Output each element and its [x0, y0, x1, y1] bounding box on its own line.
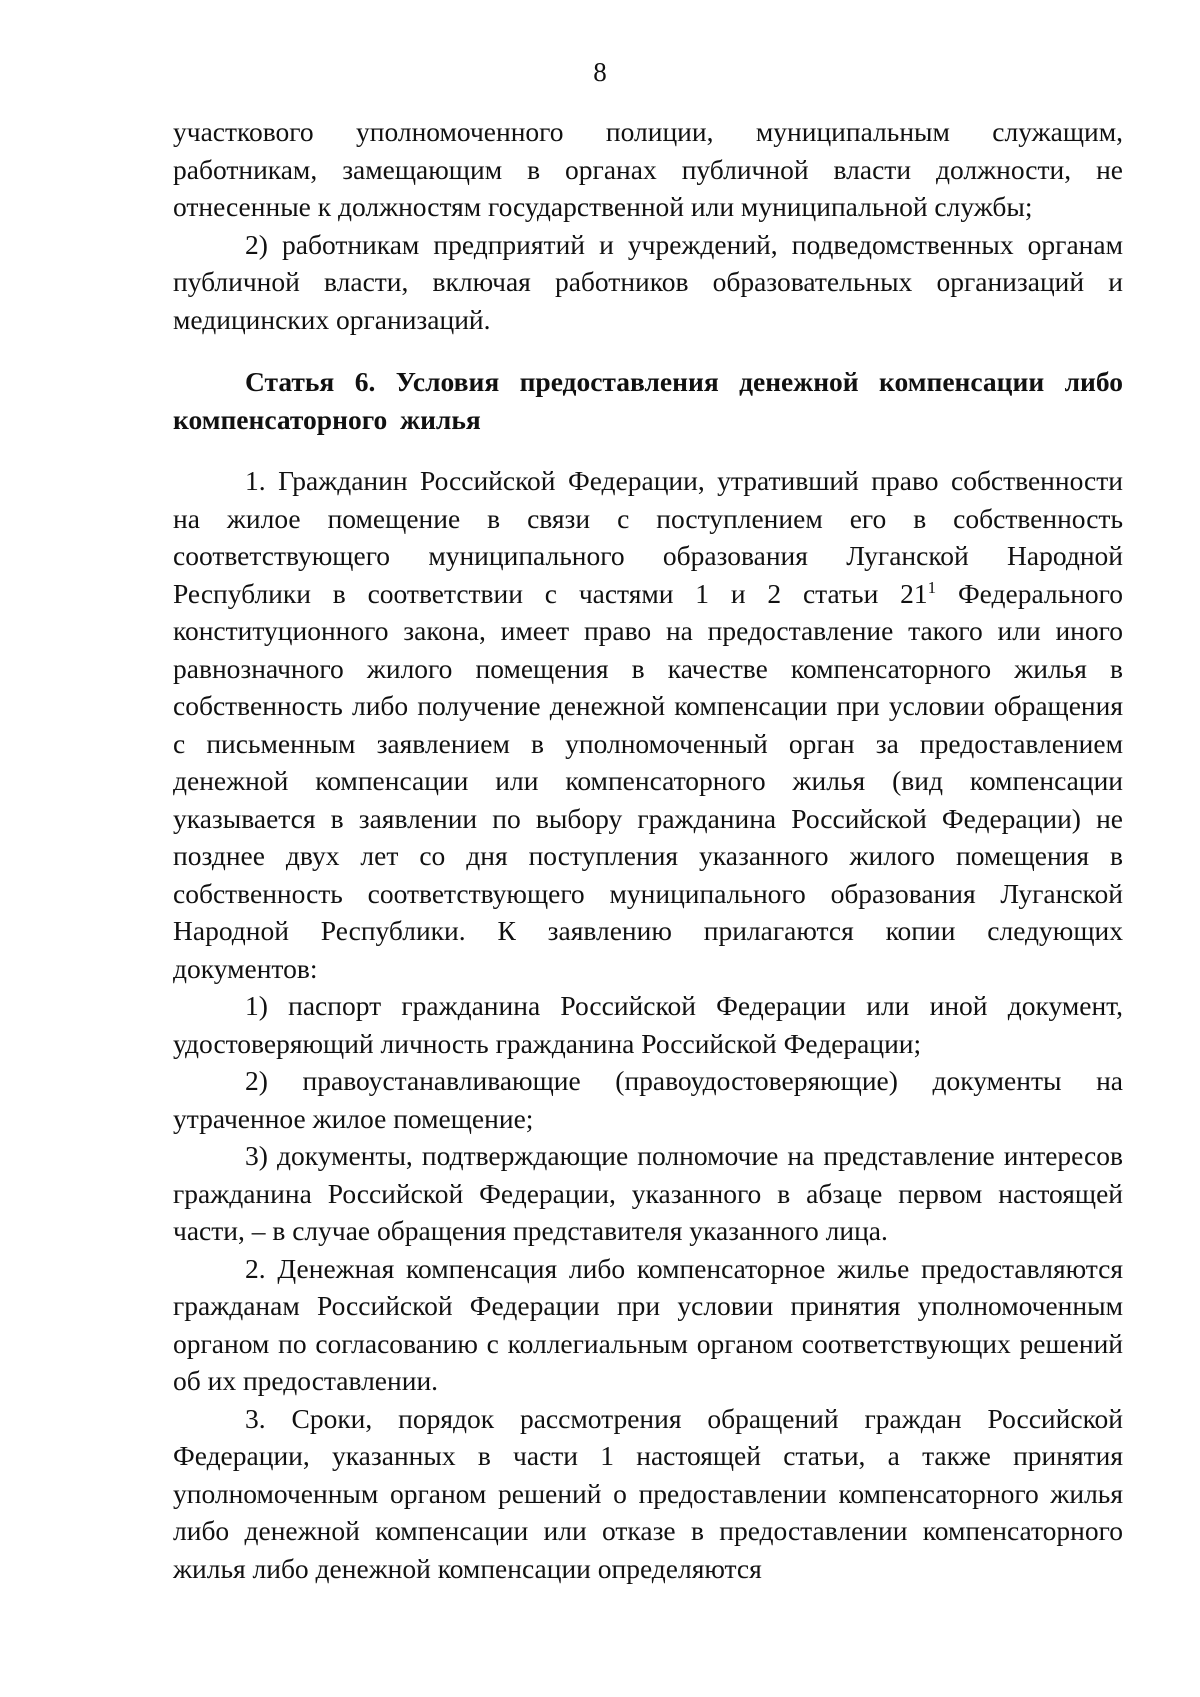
- page-number: 8: [593, 57, 607, 87]
- article-6-part-2: 2. Денежная компенсация либо компенсаторное жилье предоставляются гражданам Российской Федерации при условии принятия уполномоченным органом по согласованию с коллегиальным органом соответствующих решений об их предоставлении.: [173, 1252, 1123, 1396]
- paragraph-continuation: участкового уполномоченного полиции, муниципальным служащим, работникам, замещающим в органах публичной власти должности, не отнесенные к должностям государственной или муниципальной службы;: [173, 116, 1123, 222]
- article-6-list-item-3: 3) документы, подтверждающие полномочие на представление интересов гражданина Российской Федерации, указанного в абзаце первом настоящей части, – в случае обращения представителя указанного лица.: [173, 1140, 1123, 1246]
- article-6-list-item-2: 2) правоустанавливающие (правоудостоверяющие) документы на утраченное жилое помещение;: [173, 1065, 1123, 1134]
- paragraph-item-2: 2) работникам предприятий и учреждений, подведомственных органам публичной власти, включая работников образовательных организаций и медицинских организаций.: [173, 228, 1123, 335]
- article-6-part-3: 3. Сроки, порядок рассмотрения обращений граждан Российской Федерации, указанных в части 1 настоящей статьи, а также принятия уполномоченным органом решений о предоставлении компенсаторного жилья либо денежной компенсации или отказе в предоставлении компенсаторного жилья либо денежной компенсации определяются: [173, 1402, 1123, 1584]
- article-6-list-item-1: 1) паспорт гражданина Российской Федерации или иной документ, удостоверяющий личность гражданина Российской Федерации;: [173, 990, 1123, 1059]
- article-6-heading: Статья 6. Условия предоставления денежной компенсации либо компенсаторного жилья: [173, 366, 1123, 435]
- document-body: [173, 113, 1123, 1587]
- article-21-superscript: 1: [927, 577, 937, 597]
- article-6-part-1: [173, 462, 1123, 987]
- article-6-part-1-text-b: Федерального конституционного закона, имеет право на предоставление такого или иного равнозначного жилого помещения в качестве компенсаторного жилья в собственность либо получение денежной компенсации при условии обращения с письменным заявлением в уполномоченный орган за предоставлением денежной компенсации или компенсаторного жилья (вид компенсации указывается в заявлении по выбору гражданина Российской Федерации) не позднее двух лет со дня поступления указанного жилого помещения в собственность соответствующего муниципального образования Луганской Народной Республики. К заявлению прилагаются копии следующих документов:: [173, 577, 1124, 984]
- article-6-part-1-text-a: 1. Гражданин Российской Федерации, утративший право собственности на жилое помещение в связи с поступлением его в собственность соответствующего муниципального образования Луганской Народной Республики в соответствии с частями 1 и 2 статьи 21: [173, 465, 1123, 609]
